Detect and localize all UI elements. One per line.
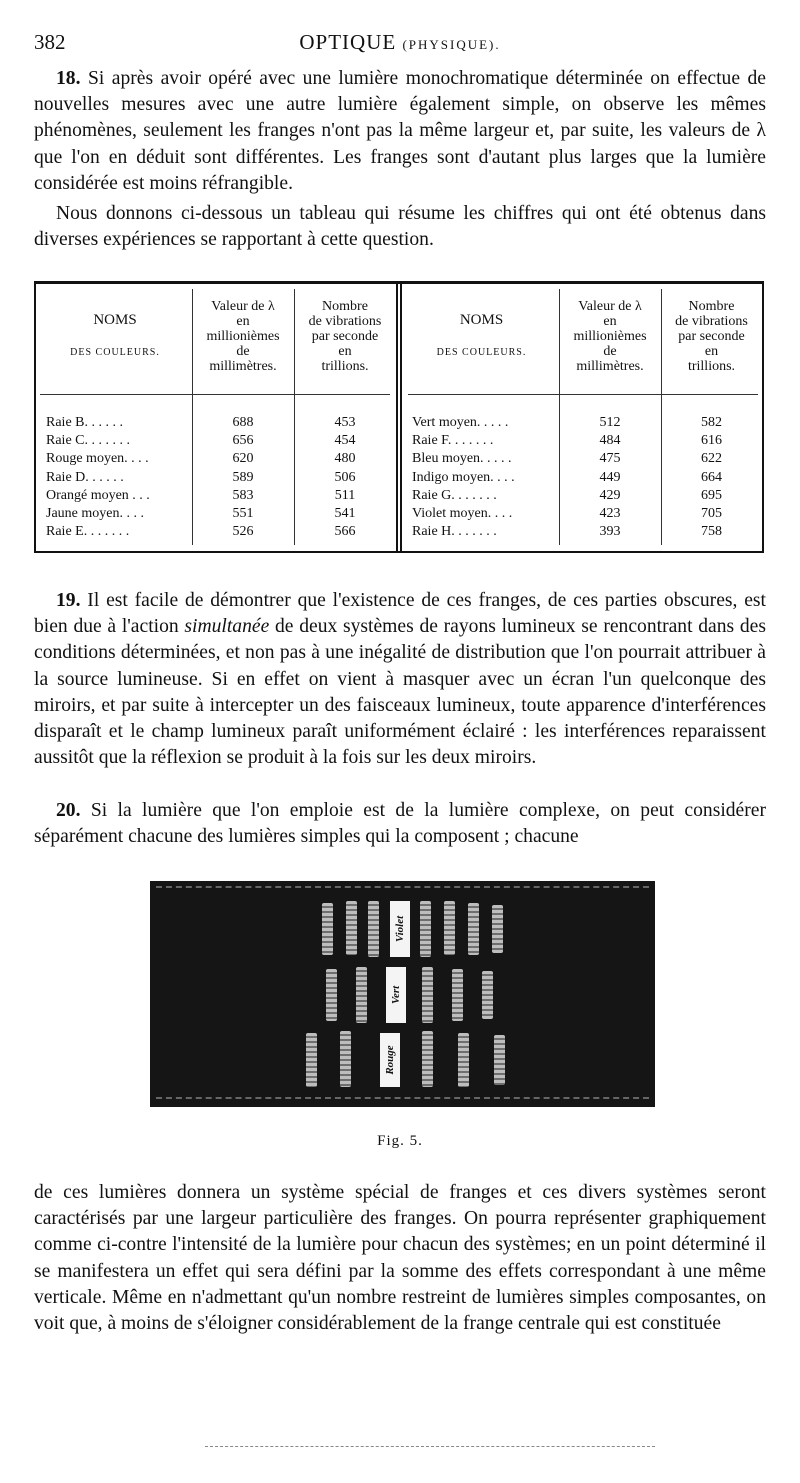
paragraph-19: 19. Il est facile de démontrer que l'existence de ces franges, de ces parties obscures, est bien due à l'action simultanée de deux systèmes de rayons lumineux se rencontrant dans des conditions déterminées, et non pas à une inégalité de distribution que l'on pourrait attribuer à la source lumineuse. Si en effet on vient à masquer avec un écran l'un quelconque des miroirs, et par suite à intercepter un des faisceaux lumineux, toute apparence d'interférences disparaît et le champ lumineux paraît uniformément éclairé : les interférences reparaissent aussitôt que la réflexion se produit à la fois sur les deux miroirs. <box>34 590 766 769</box>
running-title-sub: (PHYSIQUE). <box>402 37 501 52</box>
table-cell: Rouge moyen. . . . <box>46 451 149 467</box>
table-cell: 506 <box>334 469 356 485</box>
table-cell: 423 <box>599 505 621 521</box>
table-cell: 480 <box>334 451 356 467</box>
header-lambda-right: Valeur de λ en millionièmes de millimètres. <box>573 299 647 374</box>
table-cell: 512 <box>599 415 621 430</box>
table-cell: 583 <box>232 487 254 503</box>
paragraph-number: 18. <box>56 68 81 89</box>
table-cell: 475 <box>599 451 621 467</box>
table-cell: 582 <box>701 415 722 430</box>
page-number: 382 <box>34 30 66 54</box>
table-cell: Raie G. . . . . . . <box>412 487 497 503</box>
table-cell: 551 <box>232 505 254 521</box>
table-cell: Raie B. . . . . . <box>46 415 123 430</box>
table-cell: 664 <box>701 469 722 485</box>
table-cell: Bleu moyen. . . . . <box>412 451 512 467</box>
header-names-left: NOMS DES COULEURS. <box>70 312 160 358</box>
left-lambda-values <box>192 414 294 541</box>
table-cell: 566 <box>334 524 356 540</box>
colour-table <box>34 281 764 553</box>
header-vibrations-right: Nombre de vibrations par seconde en trillions. <box>675 299 748 374</box>
table-cell: Raie D. . . . . . <box>46 469 124 485</box>
table-cell: 429 <box>599 487 621 503</box>
left-vibration-values <box>294 414 396 541</box>
header-lambda-left: Valeur de λ en millionièmes de millimètres. <box>206 299 280 374</box>
table-cell: 616 <box>701 433 722 449</box>
table-cell: Violet moyen. . . . <box>412 505 513 521</box>
table-cell: 484 <box>599 433 621 449</box>
label-vert: Vert <box>386 967 406 1023</box>
table-cell: 622 <box>701 451 722 467</box>
paragraph-table-intro: Nous donnons ci-dessous un tableau qui résume les chiffres qui ont été obtenus dans diverses expériences se rapportant à cette question. <box>34 203 766 251</box>
table-cell: 589 <box>232 469 254 485</box>
table-cell: 688 <box>232 415 254 430</box>
right-colour-names <box>412 414 558 541</box>
running-title-main: OPTIQUE <box>299 30 397 54</box>
table-cell: 453 <box>334 415 356 430</box>
right-vibration-values <box>661 414 762 541</box>
figure-caption: Fig. 5. <box>377 1133 423 1149</box>
table-cell: Vert moyen. . . . . <box>412 415 509 430</box>
interference-fringes-figure <box>150 881 655 1107</box>
paragraph-text: Si après avoir opéré avec une lumière monochromatique déterminée on effectue de nouvelles mesures avec une autre lumière également simple, on observe les mêmes phénomènes, seulement les franges n'ont pas la même largeur et, par suite, les valeurs de λ que l'on en déduit sont différentes. Les franges sont d'autant plus larges que la lumière considérée est moins réfrangible. <box>34 68 766 194</box>
table-cell: 695 <box>701 487 722 503</box>
table-cell: 705 <box>701 505 722 521</box>
table-cell: 758 <box>701 524 722 540</box>
paragraph-18 <box>34 66 766 197</box>
paragraph-number: 20. <box>56 800 81 821</box>
left-colour-names <box>46 414 190 541</box>
label-violet: Violet <box>390 901 410 957</box>
table-cell: 393 <box>599 524 621 540</box>
table-cell: 526 <box>232 524 254 540</box>
header-names-right: NOMS DES COULEURS. <box>436 312 527 358</box>
footer-rule <box>205 1446 655 1447</box>
table-cell: 656 <box>232 433 254 449</box>
table-cell: Raie F. . . . . . . <box>412 433 494 449</box>
table-cell: Orangé moyen . . . <box>46 487 150 503</box>
paragraph-number: 19. <box>56 590 81 611</box>
emphasis: simultanée <box>184 616 270 638</box>
table-cell: Raie H. . . . . . . <box>412 524 497 540</box>
table-cell: 511 <box>334 487 356 503</box>
table-cell: Indigo moyen. . . . <box>412 469 515 485</box>
table-cell: Jaune moyen. . . . <box>46 505 144 521</box>
label-rouge: Rouge <box>380 1033 400 1087</box>
table-cell: 454 <box>334 433 356 449</box>
table-cell: Raie C. . . . . . . <box>46 433 130 449</box>
right-lambda-values <box>559 414 661 541</box>
paragraph-20: 20. Si la lumière que l'on emploie est de la lumière complexe, on peut considérer séparément chacune des lumières simples qui la composent ; chacune <box>34 800 766 848</box>
running-title <box>34 30 766 55</box>
table-cell: 541 <box>334 505 356 521</box>
table-center-divider <box>396 281 402 553</box>
table-cell: Raie E. . . . . . . <box>46 524 130 540</box>
table-cell: 620 <box>232 451 254 467</box>
table-cell: 449 <box>599 469 621 485</box>
paragraph-continued: de ces lumières donnera un système spécial de franges et ces divers systèmes seront caractérisés par une largeur particulière des franges. On pourra représenter graphiquement comme ci-contre l'intensité de la lumière pour chacun des systèmes; en un point déterminé il se manifestera un effet qui sera défini par la somme des effets correspondant à une même verticale. Même en n'admettant qu'un nombre restreint de lumières simples composantes, on voit que, à moins de s'éloigner considérablement de la frange centrale qui est constituée <box>34 1182 766 1335</box>
page-header <box>34 30 766 60</box>
header-vibrations-left: Nombre de vibrations par seconde en trillions. <box>308 299 382 374</box>
